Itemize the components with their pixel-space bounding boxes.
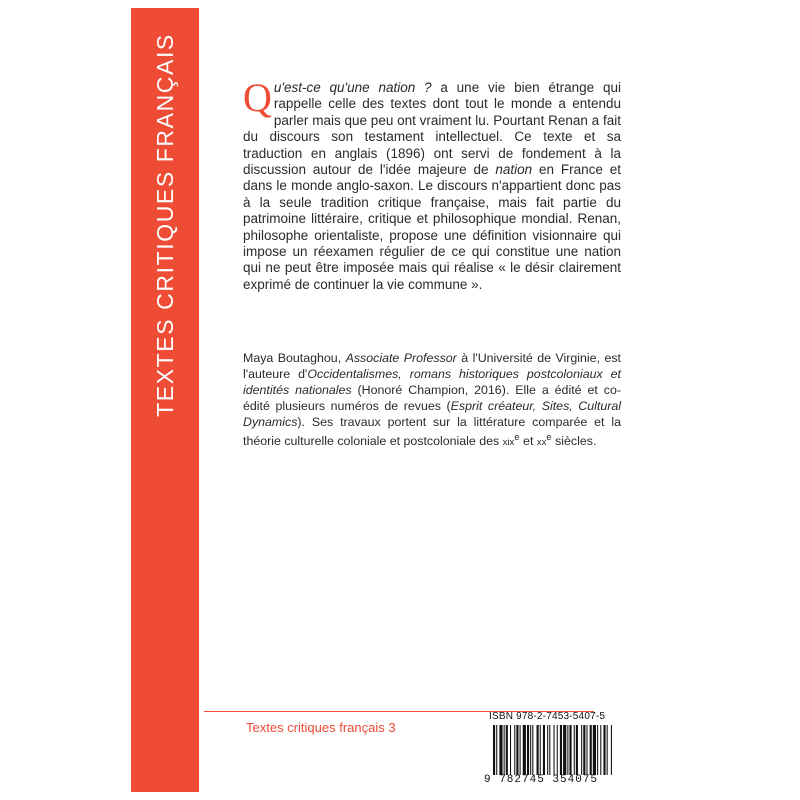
barcode-bar: [603, 725, 605, 775]
barcode: [493, 725, 613, 775]
barcode-bar: [590, 725, 592, 775]
barcode-bar: [607, 725, 608, 775]
barcode-bar: [569, 725, 571, 775]
barcode-bar: [540, 725, 541, 775]
barcode-bar: [520, 725, 521, 775]
barcode-bar: [557, 725, 558, 775]
barcode-bar: [554, 725, 555, 775]
bio-text-5: et: [519, 434, 537, 449]
century-19-sup: e: [514, 432, 520, 443]
barcode-bar: [560, 725, 562, 775]
barcode-bar: [597, 725, 598, 775]
barcode-bar: [504, 725, 505, 775]
barcode-bar: [574, 725, 575, 775]
century-20-sup: e: [546, 432, 552, 443]
barcode-bar: [523, 725, 526, 775]
bio-journals: Esprit créateur, Sites, Cultural Dynamics: [243, 399, 621, 429]
blurb-text-2: en France et dans le monde anglo-saxon. Le discours n'appartient donc pas à la seule tradition critique française, mais fait partie du patrimoine littéraire, critique et philosophique mondial. Renan, philosophe orientaliste, propose une définition visionnaire qui impose un réexamen régulier de ce qui constitue une nation qui ne peut être imposée mais qui réalise « le désir clairement exprimé de continuer la vie commune ».: [243, 162, 621, 292]
spine-title: TEXTES CRITIQUES FRANÇAIS: [152, 33, 178, 417]
bio-book-title: Occidentalismes, romans historiques postcoloniaux et identités nationales: [243, 367, 622, 397]
century-20: xx: [536, 437, 547, 449]
barcode-bar: [527, 725, 529, 775]
barcode-bar: [499, 725, 502, 775]
bio-text-6: siècles.: [551, 434, 597, 449]
barcode-bar: [532, 725, 533, 775]
barcode-bar: [576, 725, 578, 775]
century-19: xix: [502, 437, 515, 449]
barcode-bar: [549, 725, 550, 775]
blurb-title: u'est-ce qu'une nation ?: [273, 80, 432, 95]
barcode-bar: [543, 725, 545, 775]
blurb-text-1: a une vie bien étrange qui rappelle celle des textes dont tout le monde a entendu parler mais que peu ont vraiment lu. Pourtant Renan a fait du discours son testament intellectuel. Ce texte et sa traduction en anglais (1896) ont servi de fondement à la discussion autour de l'idée majeure de: [243, 80, 621, 178]
barcode-bar: [600, 725, 601, 775]
barcode-bar: [581, 725, 582, 775]
bio-text-2: à l'Université de Virginie, est l'auteure d': [243, 351, 621, 381]
bio-position: Associate Professor: [345, 351, 457, 365]
barcode-bar: [547, 725, 548, 775]
barcode-bar: [563, 725, 566, 775]
barcode-bar: [514, 725, 515, 775]
bio-author: Maya Boutaghou,: [243, 351, 346, 365]
barcode-bar: [611, 725, 612, 775]
barcode-bar: [506, 725, 508, 775]
barcode-bar: [516, 725, 518, 775]
bio-text-3: (Honoré Champion, 2016). Elle a édité et co-édité plusieurs numéros de revues (: [243, 383, 621, 413]
barcode-bar: [537, 725, 539, 775]
isbn-label: ISBN 978-2-7453-5407-5: [489, 711, 606, 722]
drop-cap: Q: [243, 75, 272, 120]
blurb-nation: nation: [495, 162, 533, 178]
barcode-bar: [567, 725, 568, 775]
barcode-bar: [530, 725, 531, 775]
barcode-bar: [493, 725, 495, 775]
barcode-bar: [583, 725, 585, 775]
barcode-bar: [586, 725, 587, 775]
barcode-bar: [510, 725, 511, 775]
barcode-digits: 9 782745 354075: [484, 774, 599, 786]
bio-text-4: ). Ses travaux portent sur la littérature comparée et la théorie culturelle coloniale et postcoloniale des: [243, 415, 621, 449]
series-label: Textes critiques français 3: [246, 720, 396, 735]
barcode-bar: [593, 725, 596, 775]
author-bio: [243, 350, 621, 451]
barcode-bar: [496, 725, 497, 775]
blurb-paragraph: [243, 75, 621, 293]
